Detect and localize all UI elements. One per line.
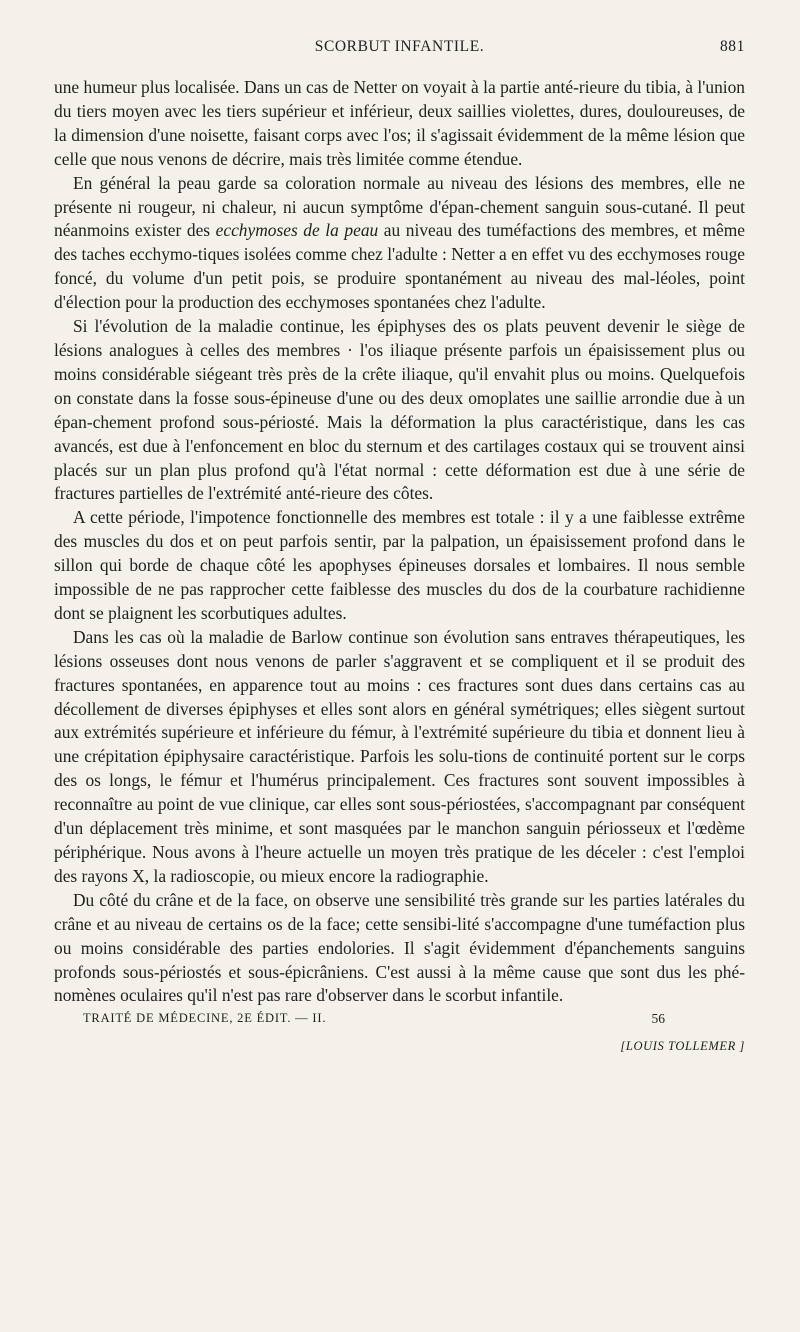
text-run: Du côté du crâne et de la face, on observe une sensibilité très grande sur les parties latérales du crâne et au niveau de certains os de la face; cette sensibi-lité s'accompagne d'une tuméfaction plus ou moins considérable des parties endolories. Il s'agit évidemment d'épanchements sanguins profonds sous-périostés et sous-épicrâniens. C'est aussi à la même cause que sont dus les phé-nomènes oculaires qu'il n'est pas rare d'observer dans le scorbut infantile. — [54, 889, 745, 1006]
text-run: En général la peau garde sa coloration normale au niveau des lésions des membres, elle ne présente ni rougeur, ni chaleur, ni aucun symptôme d'épan-chement sanguin sous-cutané. Il peut néanmoins exister des — [54, 172, 745, 241]
text-run: au niveau des tuméfactions des membres, et même des taches ecchymo-tiques isolées comme chez l'adulte : Netter a en effet vu des ecchymoses rouge foncé, du volume d'un petit pois, se produire spontanément au niveau des mal-léoles, point d'élection pour la production des ecchymoses spontanées chez l'adulte. — [54, 220, 745, 313]
text-run: A cette période, l'impotence fonctionnelle des membres est totale : il y a une faiblesse extrême des muscles du dos et on peut parfois sentir, par la palpation, un épaisissement profond dans le sillon qui borde de chaque côté les apophyses épineuses dorsales et lombaires. Il nous semble impossible de ne pas rapprocher cette faiblesse des muscles du dos de la courbature rachidienne dont se plaignent les scorbutiques adultes. — [54, 507, 745, 623]
paragraph — [54, 315, 745, 506]
body-text — [54, 76, 745, 1008]
signature-line — [54, 1011, 745, 1033]
italic-term: ecchymoses de la peau — [215, 220, 379, 241]
printer-name: [LOUIS TOLLEMER ] — [620, 1039, 745, 1054]
text-run: Si l'évolution de la maladie continue, les épiphyses des os plats peuvent devenir le siège de lésions analogues à celles des membres · l'os iliaque présente parfois un épaisissement plus ou moins considérable siégeant très près de la crête iliaque, qu'il envahit plus ou moins. Quelquefois on constate dans la fosse sous-épineuse d'une ou des deux omoplates une saillie arrondie due à un épan-chement profond sous-périosté. Mais la déformation la plus caractéristique, dans les cas avancés, est due à l'enfoncement en bloc du sternum et des cartilages costaux qui se trouvent ainsi placés sur un plan plus profond qu'à l'état normal : cette déformation est due à une série de fractures partielles de l'extrémité anté-rieure des côtes. — [54, 316, 745, 504]
paragraph — [54, 506, 745, 626]
printer-mark — [54, 1039, 745, 1061]
sheet-number: 56 — [651, 1011, 665, 1027]
page-number: 881 — [719, 38, 745, 55]
running-head — [54, 38, 745, 68]
volume-signature: TRAITÉ DE MÉDECINE, 2E ÉDIT. — II. — [83, 1011, 327, 1026]
paragraph — [54, 76, 745, 172]
paragraph — [54, 889, 745, 1009]
paragraph — [54, 626, 745, 889]
text-run: Dans les cas où la maladie de Barlow continue son évolution sans entraves thérapeutiques, les lésions osseuses dont nous venons de parler s'aggravent et se compliquent et il se produit des fractures spontanées, en apparence tout au moins : ces fractures sont dues dans certains cas au décollement de diverses épiphyses et elles sont alors en général symétriques; elles siègent surtout aux extrémités supérieure et inférieure du fémur, à l'extrémité supérieure du tibia et donnent lieu à une crépitation épiphysaire caractéristique. Parfois les solu-tions de continuité portent sur le corps des os longs, le fémur et l'humérus principalement. Ces fractures sont souvent impossibles à reconnaître au point de vue clinique, car elles sont sous-périostées, s'accompagnant par conséquent d'un déplacement très minime, et sont masquées par le manchon sanguin périosseux et l'œdème périphérique. Nous avons à l'heure actuelle un moyen très pratique de les déceler : c'est l'emploi des rayons X, la radioscopie, ou mieux encore la radiographie. — [54, 626, 745, 886]
text-run: une humeur plus localisée. Dans un cas de Netter on voyait à la partie anté-rieure du tibia, à l'union du tiers moyen avec les tiers supérieur et inférieur, deux saillies violettes, dures, douloureuses, de la dimension d'une noisette, faisant corps avec l'os; il s'agissait évidemment de la même lésion que celle que nous venons de décrire, mais très limitée comme étendue. — [54, 77, 745, 169]
paragraph — [54, 172, 745, 315]
running-title: SCORBUT INFANTILE. — [314, 38, 485, 55]
